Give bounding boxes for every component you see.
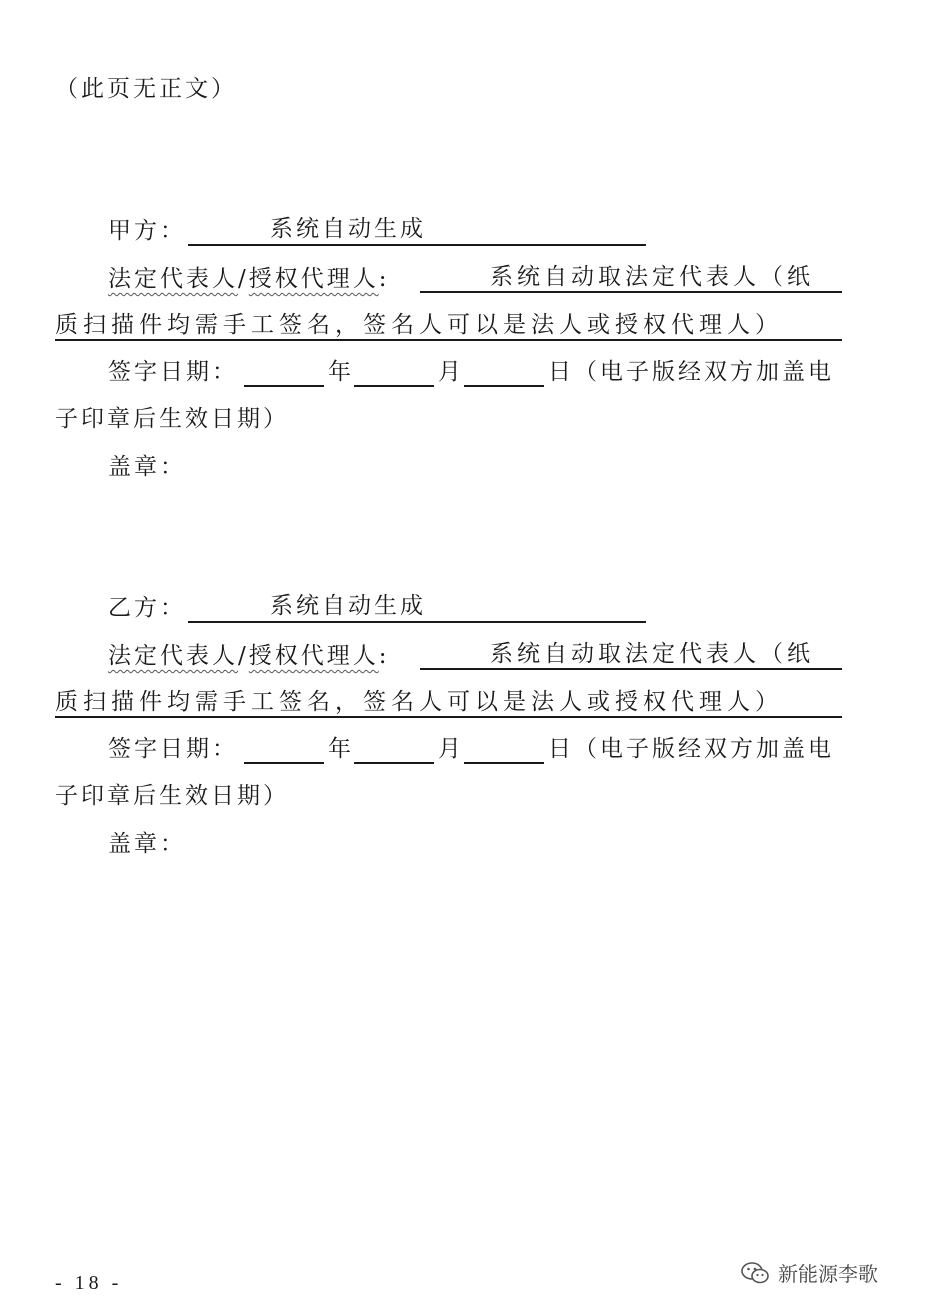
watermark bbox=[740, 1258, 878, 1287]
party-b-label: 乙方： bbox=[108, 595, 186, 621]
party-a-month: 月 bbox=[438, 359, 464, 385]
party-a-day: 日 bbox=[548, 359, 574, 385]
party-a-seal-label: 盖章： bbox=[108, 454, 186, 480]
party-a-day-field[interactable] bbox=[464, 357, 544, 387]
party-b-day: 日 bbox=[548, 736, 574, 762]
rep-label-a: 法定代表人 bbox=[108, 643, 238, 669]
rep-label-b: 授权代理人 bbox=[248, 266, 379, 292]
party-b-value: 系统自动生成 bbox=[270, 593, 426, 619]
party-b-date-note-line1: （电子版经双方加盖电 bbox=[574, 736, 834, 762]
party-a-year: 年 bbox=[328, 359, 354, 385]
party-a-date-note-line1: （电子版经双方加盖电 bbox=[574, 359, 834, 385]
party-b-rep-field-line2[interactable] bbox=[55, 716, 842, 718]
party-a-year-field[interactable] bbox=[244, 357, 324, 387]
party-a-label: 甲方： bbox=[108, 218, 186, 244]
party-b-month-field[interactable] bbox=[354, 734, 434, 764]
party-a-rep-value-line2: 质扫描件均需手工签名，签名人可以是法人或授权代理人） bbox=[55, 312, 783, 338]
party-a-sign-date-label: 签字日期： bbox=[108, 359, 238, 385]
party-b-month: 月 bbox=[438, 736, 464, 762]
rep-colon: : bbox=[378, 643, 390, 669]
party-b-day-field[interactable] bbox=[464, 734, 544, 764]
party-a-month-field[interactable] bbox=[354, 357, 434, 387]
watermark-text: 新能源李歌 bbox=[778, 1262, 878, 1286]
rep-label-b: 授权代理人 bbox=[248, 643, 379, 669]
wechat-icon bbox=[740, 1260, 770, 1286]
party-b-year-field[interactable] bbox=[244, 734, 324, 764]
party-a-rep-value-line1: 系统自动取法定代表人（纸 bbox=[490, 264, 814, 290]
rep-colon: : bbox=[378, 266, 390, 292]
party-b-rep-label bbox=[108, 641, 390, 671]
party-b-sign-date-label: 签字日期： bbox=[108, 736, 238, 762]
party-a-value: 系统自动生成 bbox=[270, 216, 426, 242]
party-b-seal-label: 盖章： bbox=[108, 831, 186, 857]
party-a-date-note-line2: 子印章后生效日期） bbox=[55, 406, 289, 432]
party-b-date-note-line2: 子印章后生效日期） bbox=[55, 783, 289, 809]
rep-slash: / bbox=[238, 266, 249, 292]
party-b-rep-value-line2: 质扫描件均需手工签名，签名人可以是法人或授权代理人） bbox=[55, 689, 783, 715]
rep-label-a: 法定代表人 bbox=[108, 266, 238, 292]
party-a-rep-label bbox=[108, 264, 390, 294]
rep-slash: / bbox=[238, 643, 249, 669]
party-a-rep-field-line2[interactable] bbox=[55, 339, 842, 341]
party-b-year: 年 bbox=[328, 736, 354, 762]
party-b-rep-value-line1: 系统自动取法定代表人（纸 bbox=[490, 641, 814, 667]
header-note: （此页无正文） bbox=[55, 76, 237, 102]
page-number: - 18 - bbox=[55, 1272, 123, 1294]
